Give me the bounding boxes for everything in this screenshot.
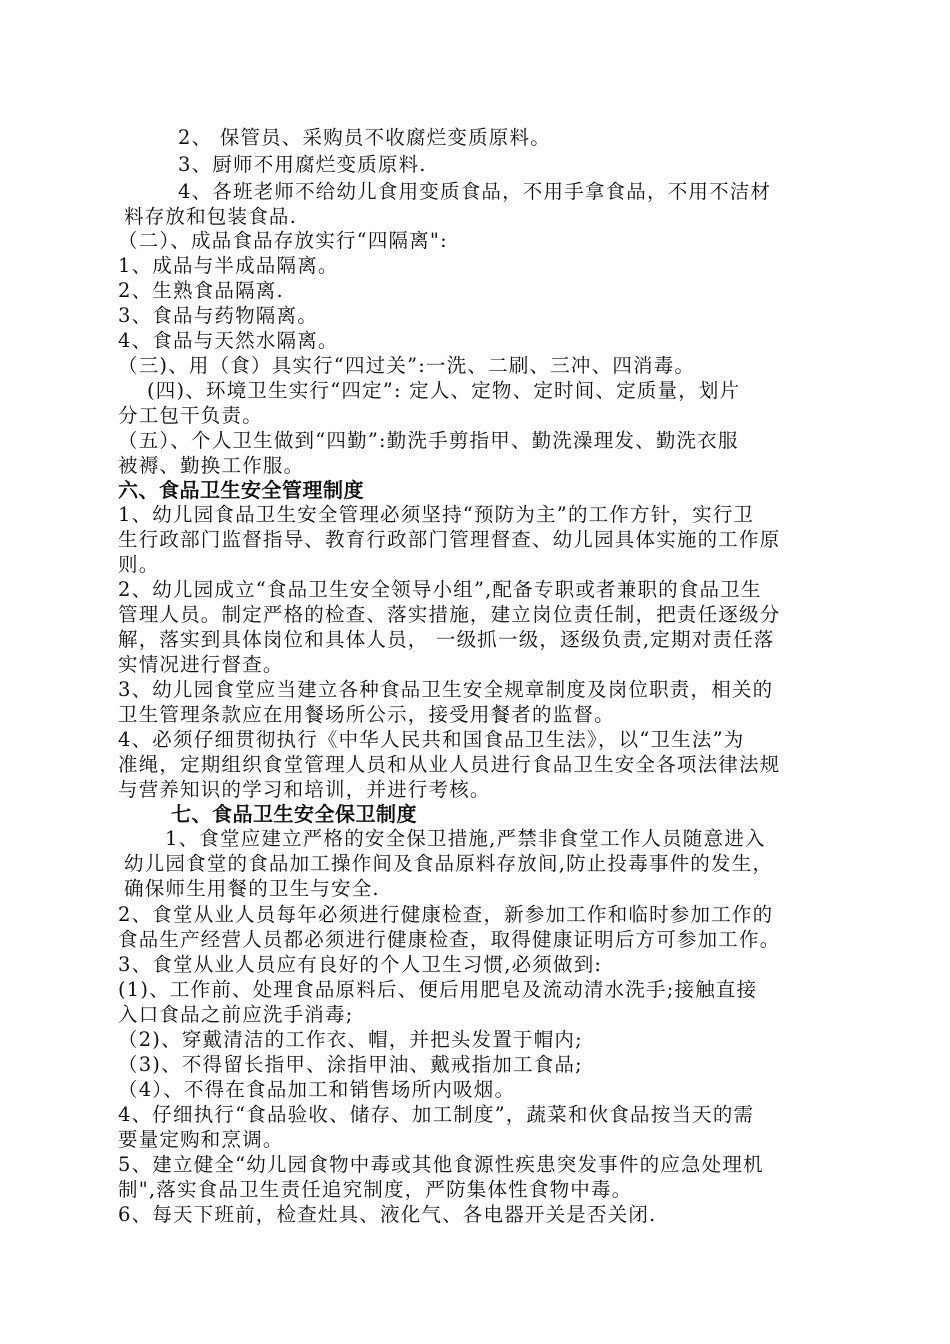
list-item: 3、食堂从业人员应有良好的个人卫生习惯,必须做到: [118,953,603,976]
paragraph-line: 制",落实食品卫生责任追究制度，严防集体性食物中毒。 [118,1178,633,1201]
list-item: 1、成品与半成品隔离。 [118,254,339,277]
paragraph-line: 确保师生用餐的卫生与安全. [124,877,380,900]
list-item: 1、食堂应建立严格的安全保卫措施,严禁非食堂工作人员随意进入 [165,827,766,850]
paragraph-line: 生行政部门监督指导、教育行政部门管理督查、幼儿园具体实施的工作原 [118,528,781,551]
paragraph-line: 要量定购和烹调。 [118,1128,284,1151]
paragraph-line: 分工包干负责。 [118,404,263,427]
list-item: 6、每天下班前，检查灶具、液化气、各电器开关是否关闭. [118,1203,657,1226]
list-item: 2、生熟食品隔离. [118,279,284,302]
paragraph-line: 解，落实到具体岗位和具体人员， 一级抓一级，逐级负责,定期对责任落 [118,628,775,651]
list-item: 2、食堂从业人员每年必须进行健康检查，新参加工作和临时参加工作的 [118,903,774,926]
list-item: 2、 保管员、采购员不收腐烂变质原料。 [178,126,551,149]
paragraph-line: 管理人员。制定严格的检查、落实措施，建立岗位责任制，把责任逐级分 [118,603,781,626]
paragraph-line: 与营养知识的学习和培训，并进行考核。 [118,778,491,801]
paragraph-line: 则。 [118,553,160,576]
list-item: 3、厨师不用腐烂变质原料. [178,153,427,176]
list-item: 5、建立健全“幼儿园食物中毒或其他食源性疾患突发事件的应急处理机 [118,1153,764,1176]
list-item: （3)、不得留长指甲、涂指甲油、戴戒指加工食品; [118,1053,583,1076]
paragraph-line: 准绳，定期组织食堂管理人员和从业人员进行食品卫生安全各项法律法规 [118,753,781,776]
list-item: (1)、工作前、处理食品原料后、便后用肥皂及流动清水洗手;接触直接 [118,978,758,1001]
paragraph-line: 被褥、勤换工作服。 [118,454,305,477]
list-item: 3、食品与药物隔离。 [118,304,318,327]
list-item: 1、幼儿园食品卫生安全管理必须坚持“预防为主”的工作方针，实行卫 [118,503,755,526]
subsection-heading: （二）、成品食品存放实行“四隔离": [118,229,448,252]
list-item: 2、幼儿园成立“食品卫生安全领导小组”,配备专职或者兼职的食品卫生 [118,578,762,601]
list-item: 4、各班老师不给幼儿食用变质食品，不用手拿食品，不用不洁材 [178,180,772,203]
paragraph-line: 幼儿园食堂的食品加工操作间及食品原料存放间,防止投毒事件的发生， [124,852,774,875]
list-item: 4、食品与天然水隔离。 [118,329,339,352]
paragraph-line: 实情况进行督查。 [118,653,284,676]
section-heading-7: 七、食品卫生安全保卫制度 [171,802,417,826]
subsection-heading: (四)、环境卫生实行“四定”: 定人、定物、定时间、定质量，划片 [147,379,741,402]
list-item: 4、仔细执行“食品验收、储存、加工制度”，蔬菜和伙食品按当天的需 [118,1103,755,1126]
subsection-heading: （五）、个人卫生做到“四勤”:勤洗手剪指甲、勤洗澡理发、勤洗衣服 [118,429,739,452]
paragraph-line: 卫生管理条款应在用餐场所公示，接受用餐者的监督。 [118,703,615,726]
list-item: （4）、不得在食品加工和销售场所内吸烟。 [118,1078,516,1101]
list-item: （2)、穿戴清洁的工作衣、帽，并把头发置于帽内; [118,1028,583,1051]
list-item: 3、幼儿园食堂应当建立各种食品卫生安全规章制度及岗位职责，相关的 [118,678,774,701]
paragraph-line: 入口食品之前应洗手消毒; [118,1003,354,1026]
subsection-heading: （三)、用（食）具实行“四过关”:一洗、二刷、三冲、四消毒。 [118,354,696,377]
section-heading-6: 六、食品卫生安全管理制度 [118,478,364,502]
list-item: 4、必须仔细贯彻执行《中华人民共和国食品卫生法》，以“卫生法”为 [118,728,745,751]
paragraph-line: 食品生产经营人员都必须进行健康检查，取得健康证明后方可参加工作。 [118,928,781,951]
list-item-continuation: 料存放和包装食品. [124,205,297,228]
